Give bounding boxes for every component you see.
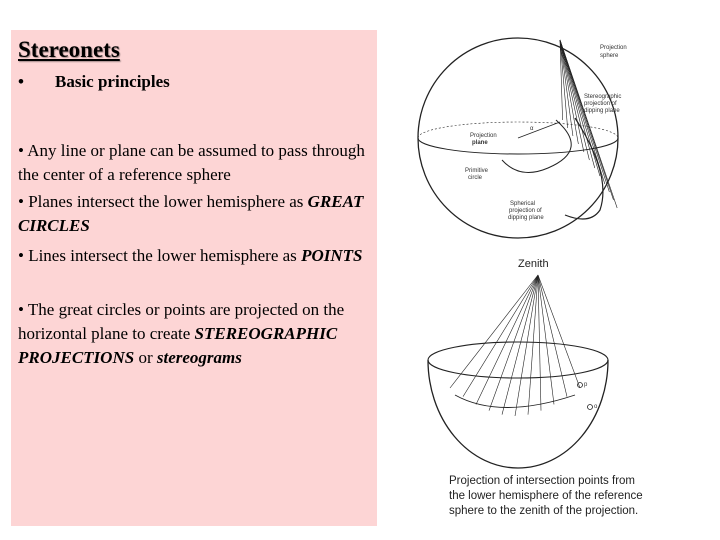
figure-caption: Projection of intersection points from the lower hemisphere of the reference sphere to the zenith of the projection.	[449, 475, 643, 517]
point-p-marker	[578, 383, 583, 388]
lower-hemisphere	[428, 360, 608, 468]
point-label: o	[594, 404, 598, 410]
ray-line	[502, 275, 538, 415]
bullet-text: • Planes intersect the lower hemisphere as	[18, 192, 308, 211]
ray-line	[450, 275, 538, 388]
ray-line	[560, 40, 584, 152]
point-label: p	[584, 382, 588, 388]
ray-line	[560, 40, 573, 136]
bullet-text: • Lines intersect the lower hemisphere as	[18, 246, 302, 265]
label-alpha: α	[530, 126, 534, 132]
zenith-label: Zenith	[518, 258, 549, 270]
slide-title: Stereonets	[18, 37, 120, 62]
bullet-emphasis: GREAT CIRCLES	[18, 192, 364, 235]
lower-hemisphere-figure	[428, 275, 608, 468]
bullet-text-connector: or	[134, 348, 157, 367]
horizontal-plane	[428, 342, 608, 378]
bullet-emphasis: POINTS	[301, 246, 363, 265]
zenith-rays	[450, 275, 580, 416]
label-projection-plane-2: plane	[472, 140, 488, 146]
subtitle-text: Basic principles	[55, 72, 170, 91]
ray-line	[560, 40, 589, 160]
bullet-emphasis: STEREOGRAPHIC PROJECTIONS	[18, 324, 338, 367]
label-projection-plane: Projection	[470, 133, 497, 139]
label-projection-sphere: Projection	[600, 45, 627, 51]
dip-line	[518, 122, 560, 138]
label-stereographic: Stereographic	[584, 94, 622, 100]
great-circle-trace	[455, 395, 575, 408]
bullet-text: • Any line or plane can be assumed to pass through the center of a reference sphere	[18, 141, 365, 184]
point-o-marker	[588, 405, 593, 410]
label-stereographic-3: dipping plane	[584, 108, 620, 114]
ray-line	[476, 275, 538, 404]
ray-line	[538, 275, 567, 397]
label-spherical-projection-3: dipping plane	[508, 215, 544, 221]
stereographic-ellipse	[502, 120, 571, 173]
dipping-plane-arc	[565, 118, 603, 219]
subtitle-bullet: •	[18, 72, 24, 91]
bullet-text: • The great circles or points are projected on the horizontal plane to create	[18, 300, 345, 343]
ray-line	[538, 275, 580, 388]
label-stereographic-2: projection of	[584, 101, 617, 107]
label-spherical-projection: Spherical	[510, 201, 536, 207]
label-spherical-projection-2: projection of	[509, 208, 542, 214]
ray-line	[515, 275, 538, 416]
ray-line	[528, 275, 538, 415]
label-projection-sphere-2: sphere	[600, 53, 619, 59]
label-primitive-circle: Primitive	[465, 168, 489, 174]
bullet-emphasis-2: stereograms	[156, 348, 242, 367]
label-primitive-circle-2: circle	[468, 175, 483, 181]
